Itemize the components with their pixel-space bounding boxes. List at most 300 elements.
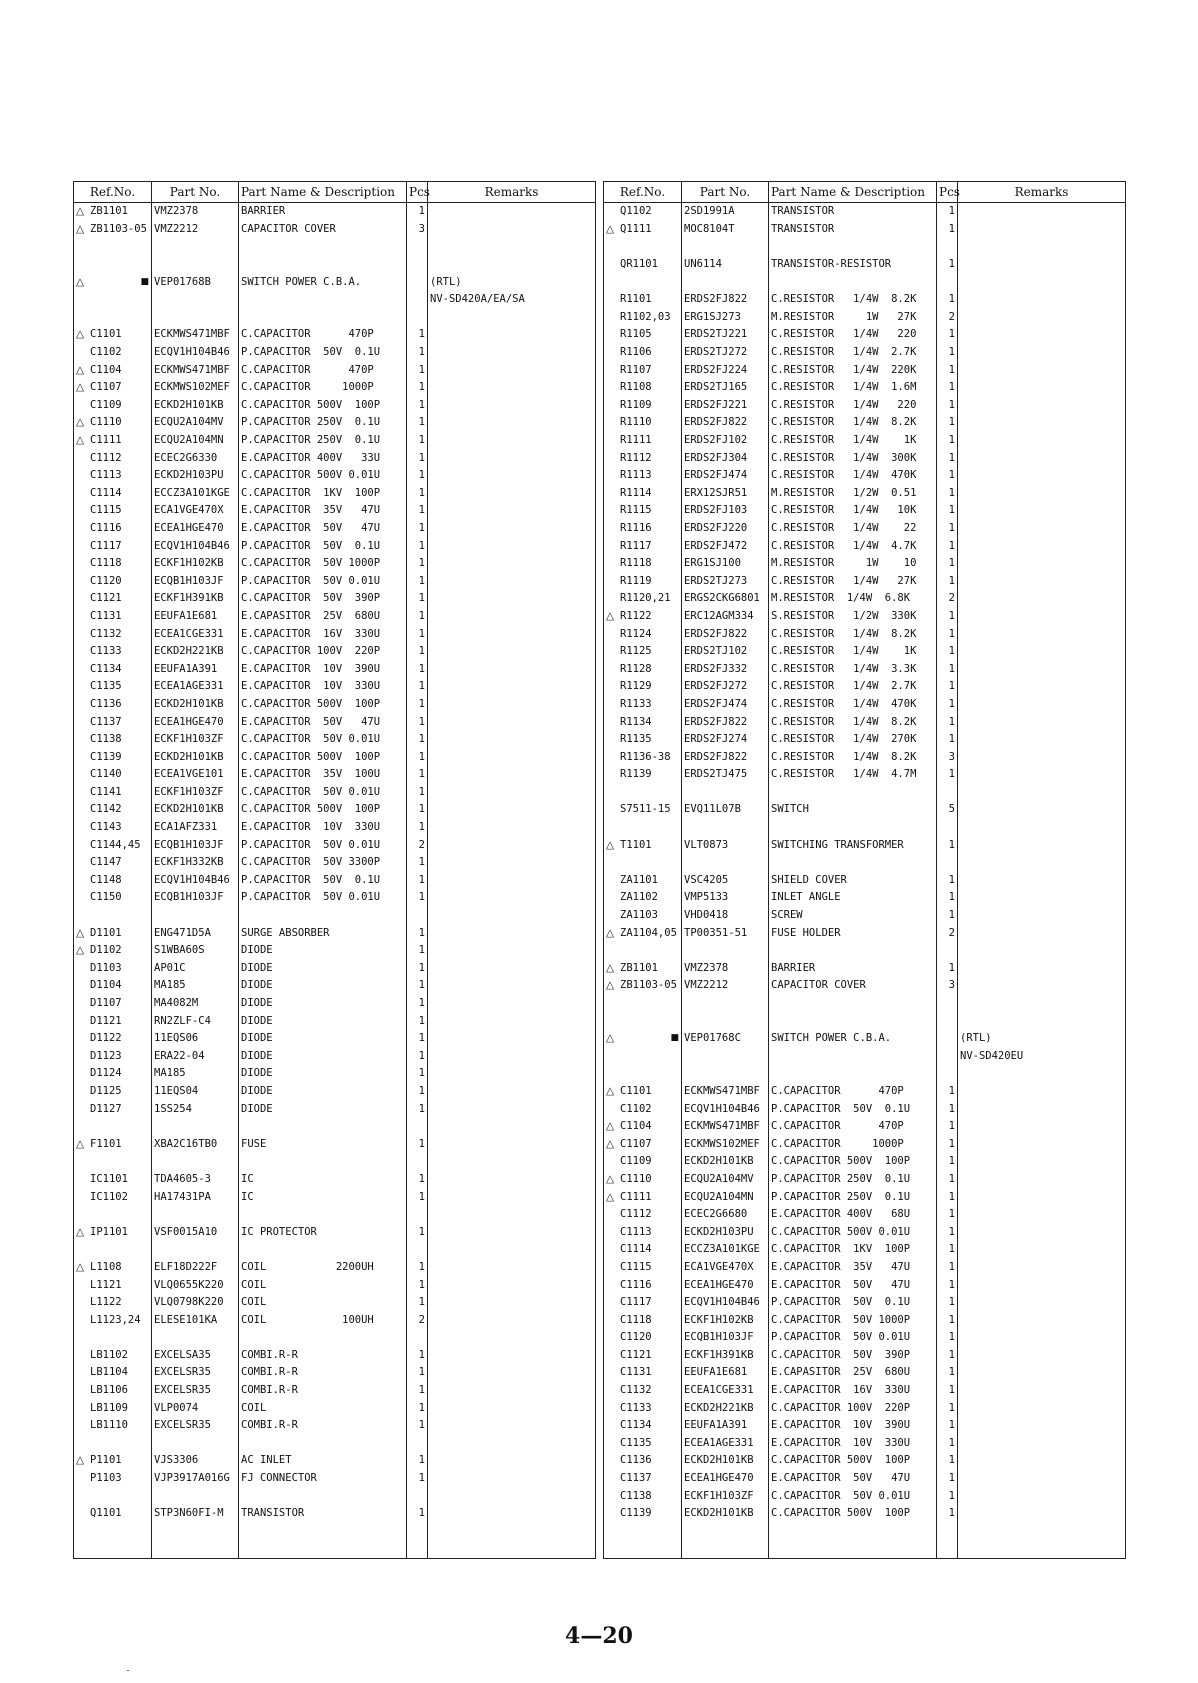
- pcs-count: 1: [937, 678, 958, 696]
- remarks: [428, 397, 596, 415]
- description: C.CAPACITOR 500V 100P: [239, 397, 407, 415]
- table-row: [74, 238, 596, 256]
- part-number: ECKD2H221KB: [682, 1399, 769, 1417]
- remarks: [428, 713, 596, 731]
- ref-cell: [604, 238, 682, 256]
- part-number: [152, 309, 239, 327]
- table-row: [604, 1382, 1126, 1400]
- part-number: ECKF1H391KB: [682, 1347, 769, 1365]
- remarks: [428, 977, 596, 995]
- remarks: [428, 1487, 596, 1505]
- description: CAPACITOR COVER: [769, 977, 937, 995]
- table-row: [604, 221, 1126, 239]
- part-number: ECKD2H101KB: [682, 1153, 769, 1171]
- ref-number: C1140: [90, 768, 122, 781]
- ref-cell: [604, 555, 682, 573]
- remarks: [428, 414, 596, 432]
- ref-number: P1101: [90, 1454, 122, 1467]
- pcs-count: 1: [937, 326, 958, 344]
- table-row: [604, 977, 1126, 995]
- ref-number: C1121: [620, 1348, 652, 1361]
- pcs-count: [407, 273, 428, 291]
- ref-number: R1122: [620, 609, 652, 622]
- remarks: [428, 1276, 596, 1294]
- description: TRANSISTOR: [769, 221, 937, 239]
- ref-number: C1114: [90, 486, 122, 499]
- part-number: ECEA1VGE101: [152, 766, 239, 784]
- ref-number: C1113: [90, 469, 122, 482]
- ref-number: C1109: [620, 1155, 652, 1168]
- remarks: [958, 502, 1126, 520]
- ref-number: R1118: [620, 557, 652, 570]
- remarks: [958, 1206, 1126, 1224]
- remarks: [428, 537, 596, 555]
- part-number: [152, 907, 239, 925]
- table-row: [604, 1241, 1126, 1259]
- part-number: [682, 819, 769, 837]
- safety-warning-icon: △: [606, 1190, 615, 1203]
- ref-cell: [74, 1523, 152, 1541]
- ref-cell: [604, 1452, 682, 1470]
- ref-number: C1150: [90, 891, 122, 904]
- description: E.CAPACITOR 400V 68U: [769, 1206, 937, 1224]
- table-row: [604, 1135, 1126, 1153]
- pcs-count: 1: [937, 1276, 958, 1294]
- pcs-count: [407, 1523, 428, 1541]
- pcs-count: 2: [937, 309, 958, 327]
- ref-number: C1112: [620, 1208, 652, 1221]
- description: C.CAPACITOR 50V 390P: [769, 1347, 937, 1365]
- description: SHIELD COVER: [769, 872, 937, 890]
- remarks: [958, 766, 1126, 784]
- pcs-count: [937, 819, 958, 837]
- remarks: [958, 485, 1126, 503]
- description: DIODE: [239, 1100, 407, 1118]
- ref-cell: [74, 960, 152, 978]
- part-number: ECEA1HGE470: [152, 520, 239, 538]
- table-row: [604, 748, 1126, 766]
- ref-cell: [74, 784, 152, 802]
- table-row: [604, 1487, 1126, 1505]
- description: COMBI.R-R: [239, 1382, 407, 1400]
- ref-number: ZA1102: [620, 891, 658, 904]
- ref-cell: [604, 1487, 682, 1505]
- ref-number: D1103: [90, 961, 122, 974]
- ref-cell: [604, 1311, 682, 1329]
- part-number: ECKD2H101KB: [682, 1505, 769, 1523]
- remarks: [958, 203, 1126, 221]
- ref-number: R1117: [620, 539, 652, 552]
- ref-cell: [604, 1030, 682, 1048]
- pcs-count: 1: [407, 678, 428, 696]
- pcs-count: 1: [407, 1294, 428, 1312]
- table-row: [74, 766, 596, 784]
- part-number: TP00351-51: [682, 924, 769, 942]
- description: C.RESISTOR 1/4W 8.2K: [769, 625, 937, 643]
- pcs-count: [937, 942, 958, 960]
- pcs-count: 1: [937, 344, 958, 362]
- part-number: ECKMWS102MEF: [152, 379, 239, 397]
- description: C.CAPACITOR 500V 0.01U: [239, 467, 407, 485]
- ref-number: C1133: [90, 645, 122, 658]
- pcs-count: 1: [407, 643, 428, 661]
- ref-cell: [604, 766, 682, 784]
- remarks: [958, 977, 1126, 995]
- description: SWITCH POWER C.B.A.: [239, 273, 407, 291]
- remarks: [958, 713, 1126, 731]
- pcs-count: [937, 1030, 958, 1048]
- pcs-count: 1: [937, 696, 958, 714]
- part-number: ECQV1H104B46: [682, 1294, 769, 1312]
- description: C.RESISTOR 1/4W 220: [769, 397, 937, 415]
- pcs-count: 1: [937, 1188, 958, 1206]
- pcs-count: [407, 1118, 428, 1136]
- remarks: [428, 379, 596, 397]
- table-row: [604, 872, 1126, 890]
- description: P.CAPACITOR 50V 0.1U: [239, 344, 407, 362]
- table-row: [604, 801, 1126, 819]
- part-number: ECQU2A104MN: [682, 1188, 769, 1206]
- pcs-count: 1: [407, 766, 428, 784]
- pcs-count: 1: [937, 1347, 958, 1365]
- table-row: [74, 1399, 596, 1417]
- ref-number: D1124: [90, 1067, 122, 1080]
- safety-warning-icon: △: [76, 381, 85, 394]
- table-row: [604, 1188, 1126, 1206]
- pcs-count: 1: [407, 784, 428, 802]
- description: FUSE HOLDER: [769, 924, 937, 942]
- safety-warning-icon: △: [606, 838, 615, 851]
- ref-cell: [604, 907, 682, 925]
- remarks: [958, 291, 1126, 309]
- ref-cell: [604, 203, 682, 221]
- part-number: ECQB1H103JF: [152, 836, 239, 854]
- safety-warning-icon: △: [76, 944, 85, 957]
- pcs-count: 1: [407, 414, 428, 432]
- part-number: ERDS2FJ272: [682, 678, 769, 696]
- table-row: [74, 1206, 596, 1224]
- description: [769, 273, 937, 291]
- part-number: [682, 1048, 769, 1066]
- table-row: [74, 924, 596, 942]
- pcs-count: 1: [407, 1364, 428, 1382]
- part-number: ECQU2A104MV: [152, 414, 239, 432]
- pcs-count: 1: [937, 502, 958, 520]
- ref-cell: [74, 256, 152, 274]
- ref-cell: [604, 1065, 682, 1083]
- ref-cell: [74, 1100, 152, 1118]
- remarks: [958, 1470, 1126, 1488]
- pcs-count: 1: [407, 467, 428, 485]
- description: COMBI.R-R: [239, 1364, 407, 1382]
- table-row: [74, 748, 596, 766]
- part-number: ECA1VGE470X: [682, 1259, 769, 1277]
- table-row: [74, 520, 596, 538]
- remarks: [428, 1452, 596, 1470]
- ref-cell: [604, 432, 682, 450]
- ref-cell: [74, 1171, 152, 1189]
- remarks: [958, 748, 1126, 766]
- remarks: [428, 1012, 596, 1030]
- table-row: [74, 291, 596, 309]
- safety-warning-icon: △: [606, 926, 615, 939]
- remarks: [958, 432, 1126, 450]
- part-number: MA4082M: [152, 995, 239, 1013]
- part-number: EEUFA1A391: [682, 1417, 769, 1435]
- part-number: ECKF1H391KB: [152, 590, 239, 608]
- ref-number: R1105: [620, 328, 652, 341]
- header-desc: Part Name & Description: [239, 182, 407, 203]
- ref-number: R1136-38: [620, 750, 671, 763]
- description: C.CAPACITOR 470P: [239, 361, 407, 379]
- part-number: ERDS2FJ304: [682, 449, 769, 467]
- ref-cell: [604, 1083, 682, 1101]
- pcs-count: 1: [407, 924, 428, 942]
- safety-warning-icon: △: [606, 609, 615, 622]
- table-row: [604, 924, 1126, 942]
- table-row: [74, 854, 596, 872]
- pcs-count: 1: [937, 221, 958, 239]
- part-number: ELESE101KA: [152, 1311, 239, 1329]
- remarks: [958, 221, 1126, 239]
- remarks: [428, 572, 596, 590]
- remarks: [958, 1171, 1126, 1189]
- description: E.CAPACITOR 16V 330U: [769, 1382, 937, 1400]
- remarks: [958, 1294, 1126, 1312]
- description: M.RESISTOR 1W 27K: [769, 309, 937, 327]
- description: C.CAPACITOR 500V 100P: [769, 1452, 937, 1470]
- remarks: NV-SD420A/EA/SA: [428, 291, 596, 309]
- pcs-count: 1: [937, 203, 958, 221]
- ref-cell: [74, 1399, 152, 1417]
- remarks: [428, 960, 596, 978]
- description: [239, 1153, 407, 1171]
- part-number: ERDS2FJ332: [682, 660, 769, 678]
- description: C.CAPACITOR 470P: [239, 326, 407, 344]
- ref-number: R1102,03: [620, 310, 671, 323]
- remarks: [428, 1523, 596, 1541]
- part-number: [152, 1118, 239, 1136]
- table-row: [74, 1153, 596, 1171]
- part-number: MOC8104T: [682, 221, 769, 239]
- remarks: [958, 1347, 1126, 1365]
- remarks: [428, 256, 596, 274]
- remarks: [958, 590, 1126, 608]
- pcs-count: 1: [407, 1030, 428, 1048]
- header-part: Part No.: [682, 182, 769, 203]
- part-number: ERDS2TJ221: [682, 326, 769, 344]
- description: [239, 291, 407, 309]
- table-row: [604, 889, 1126, 907]
- part-number: EXCELSR35: [152, 1364, 239, 1382]
- ref-number: ZB1101: [620, 961, 658, 974]
- description: C.RESISTOR 1/4W 1K: [769, 643, 937, 661]
- description: [769, 238, 937, 256]
- remarks: [958, 1276, 1126, 1294]
- table-row: [604, 1012, 1126, 1030]
- table-row: [604, 1417, 1126, 1435]
- pcs-count: 1: [407, 660, 428, 678]
- ref-number: C1133: [620, 1401, 652, 1414]
- pcs-count: 1: [407, 1399, 428, 1417]
- table-header: [604, 182, 1126, 203]
- description: E.CAPACITOR 10V 330U: [239, 819, 407, 837]
- description: C.CAPACITOR 50V 3300P: [239, 854, 407, 872]
- ref-number: IP1101: [90, 1225, 128, 1238]
- ref-cell: [74, 625, 152, 643]
- pcs-count: 1: [937, 1206, 958, 1224]
- ref-cell: [74, 502, 152, 520]
- ref-number: C1142: [90, 803, 122, 816]
- pcs-count: 1: [937, 1241, 958, 1259]
- ref-number: R1119: [620, 574, 652, 587]
- description: AC INLET: [239, 1452, 407, 1470]
- part-number: VEP01768B: [152, 273, 239, 291]
- pcs-count: 1: [407, 203, 428, 221]
- ref-number: C1112: [90, 451, 122, 464]
- description: E.CAPACITOR 50V 47U: [239, 713, 407, 731]
- ref-number: R1128: [620, 662, 652, 675]
- description: FJ CONNECTOR: [239, 1470, 407, 1488]
- ref-cell: [74, 1048, 152, 1066]
- pcs-count: 1: [407, 1171, 428, 1189]
- description: C.CAPACITOR 50V 0.01U: [239, 784, 407, 802]
- ref-number: R1120,21: [620, 592, 671, 605]
- remarks: [958, 344, 1126, 362]
- remarks: [428, 748, 596, 766]
- safety-warning-icon: △: [76, 1260, 85, 1273]
- pcs-count: 1: [407, 696, 428, 714]
- part-number: S1WBA60S: [152, 942, 239, 960]
- pcs-count: 1: [407, 1259, 428, 1277]
- part-number: ECEA1CGE331: [682, 1382, 769, 1400]
- pcs-count: 1: [407, 397, 428, 415]
- header-ref: Ref.No.: [604, 182, 682, 203]
- remarks: [428, 1399, 596, 1417]
- part-number: ERDS2FJ472: [682, 537, 769, 555]
- remarks: [958, 1523, 1126, 1541]
- remarks: [958, 1135, 1126, 1153]
- table-row: [604, 1259, 1126, 1277]
- pcs-count: 1: [407, 1223, 428, 1241]
- remarks: [958, 467, 1126, 485]
- description: COMBI.R-R: [239, 1417, 407, 1435]
- description: SWITCH POWER C.B.A.: [769, 1030, 937, 1048]
- table-row: [74, 203, 596, 221]
- remarks: [958, 1329, 1126, 1347]
- scan-mark: [127, 1670, 129, 1671]
- remarks: [428, 889, 596, 907]
- remarks: [958, 907, 1126, 925]
- pcs-count: 1: [407, 608, 428, 626]
- pcs-count: 1: [407, 590, 428, 608]
- description: P.CAPACITOR 50V 0.1U: [239, 537, 407, 555]
- pcs-count: [407, 907, 428, 925]
- pcs-count: [937, 1012, 958, 1030]
- ref-number: D1127: [90, 1102, 122, 1115]
- description: C.RESISTOR 1/4W 10K: [769, 502, 937, 520]
- table-row: [74, 819, 596, 837]
- safety-warning-icon: △: [76, 1454, 85, 1467]
- table-row: [74, 889, 596, 907]
- ref-cell: [74, 1540, 152, 1558]
- pcs-count: [407, 1329, 428, 1347]
- remarks: [958, 449, 1126, 467]
- remarks: [428, 625, 596, 643]
- ref-cell: [74, 1135, 152, 1153]
- part-number: 11EQS04: [152, 1083, 239, 1101]
- table-row: [74, 1241, 596, 1259]
- pcs-count: 1: [407, 361, 428, 379]
- table-row: [604, 555, 1126, 573]
- ref-cell: [604, 1135, 682, 1153]
- part-number: ERDS2FJ224: [682, 361, 769, 379]
- safety-warning-icon: △: [606, 1172, 615, 1185]
- ref-number: Q1101: [90, 1507, 122, 1520]
- part-number: ERDS2TJ272: [682, 344, 769, 362]
- table-row: [604, 1276, 1126, 1294]
- header-part: Part No.: [152, 182, 239, 203]
- table-row: [74, 625, 596, 643]
- remarks: [428, 1065, 596, 1083]
- ref-cell: [74, 291, 152, 309]
- table-row: [604, 1118, 1126, 1136]
- description: SURGE ABSORBER: [239, 924, 407, 942]
- part-number: VJP3917A016G: [152, 1470, 239, 1488]
- remarks: [958, 1382, 1126, 1400]
- description: C.CAPACITOR 500V 100P: [239, 696, 407, 714]
- pcs-count: 1: [937, 1223, 958, 1241]
- table-row: [604, 1452, 1126, 1470]
- part-number: [682, 995, 769, 1013]
- table-row: [74, 1171, 596, 1189]
- part-number: [152, 238, 239, 256]
- pcs-count: 1: [937, 1100, 958, 1118]
- table-row: [604, 784, 1126, 802]
- table-row: [74, 731, 596, 749]
- ref-cell: [74, 432, 152, 450]
- remarks: [958, 1223, 1126, 1241]
- description: [239, 1540, 407, 1558]
- ref-cell: [604, 1206, 682, 1224]
- part-number: ECKMWS471MBF: [152, 326, 239, 344]
- ref-number: R1133: [620, 697, 652, 710]
- ref-number: IC1102: [90, 1190, 128, 1203]
- table-row: [74, 1065, 596, 1083]
- pcs-count: 1: [937, 1399, 958, 1417]
- pcs-count: 1: [937, 1364, 958, 1382]
- ref-cell: [604, 572, 682, 590]
- part-number: EXCELSR35: [152, 1417, 239, 1435]
- description: SWITCH: [769, 801, 937, 819]
- ref-number: C1101: [90, 328, 122, 341]
- pcs-count: 1: [937, 291, 958, 309]
- description: DIODE: [239, 1083, 407, 1101]
- pcs-count: [937, 1065, 958, 1083]
- table-row: [74, 1118, 596, 1136]
- description: C.RESISTOR 1/4W 22: [769, 520, 937, 538]
- pcs-count: 1: [937, 537, 958, 555]
- table-row: [604, 995, 1126, 1013]
- description: C.RESISTOR 1/4W 8.2K: [769, 291, 937, 309]
- pcs-count: 1: [937, 467, 958, 485]
- ref-number: R1108: [620, 381, 652, 394]
- ref-cell: [604, 1382, 682, 1400]
- safety-warning-icon: △: [76, 416, 85, 429]
- table-row: [604, 414, 1126, 432]
- part-number: AP01C: [152, 960, 239, 978]
- table-row: [604, 326, 1126, 344]
